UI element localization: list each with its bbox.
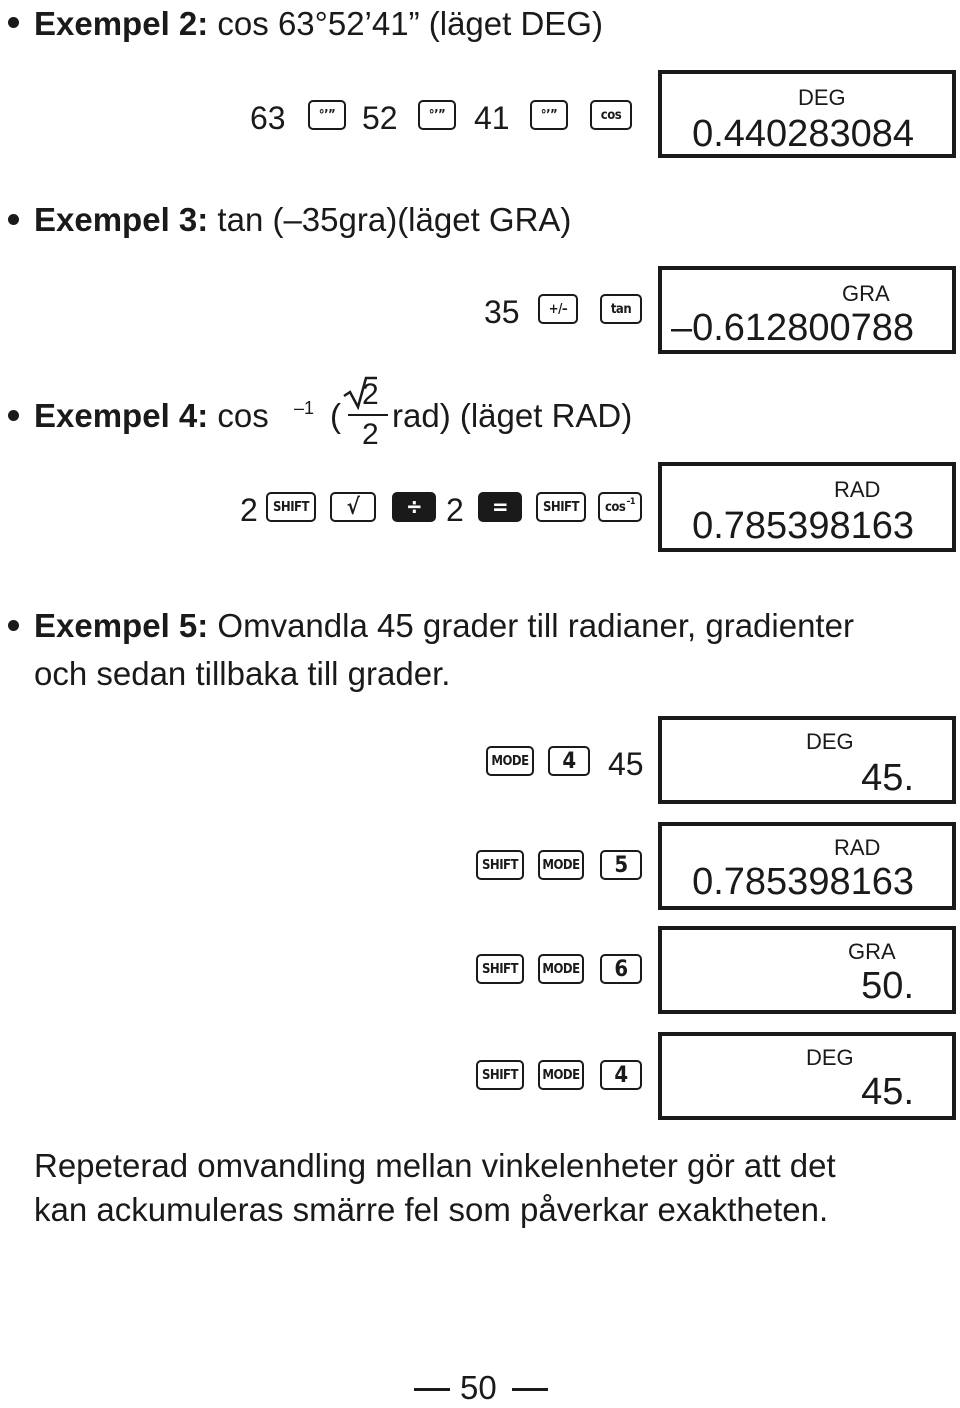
- page-number-dash-right: [512, 1388, 548, 1391]
- angle-mode-indicator: DEG: [798, 85, 846, 110]
- example-4-heading: [34, 396, 269, 436]
- angle-mode-indicator: RAD: [834, 835, 881, 860]
- example-text: cos 63°52’41” (läget DEG): [217, 5, 603, 42]
- angle-mode-indicator: DEG: [806, 729, 854, 754]
- example-label: Exempel 5:: [34, 607, 209, 644]
- key-label: cos: [604, 499, 626, 515]
- dms-key[interactable]: °’”: [418, 100, 456, 130]
- shift-key[interactable]: SHIFT: [476, 850, 524, 880]
- example-text-continued: och sedan tillbaka till grader.: [34, 655, 451, 692]
- fraction-bar: [348, 414, 388, 416]
- example-text: Omvandla 45 grader till radianer, gradienter: [217, 607, 854, 644]
- shift-key[interactable]: SHIFT: [266, 492, 316, 522]
- input-number: 35: [484, 294, 520, 330]
- input-number: 41: [474, 100, 510, 136]
- input-number: 2: [240, 492, 258, 528]
- mode-key[interactable]: MODE: [538, 954, 584, 984]
- fraction-denominator: 2: [362, 418, 379, 451]
- example-label: Exempel 3:: [34, 201, 209, 238]
- bullet: [8, 410, 19, 421]
- note-line-1: Repeterad omvandling mellan vinkelenheter gör att det: [34, 1147, 836, 1184]
- digit-5-key[interactable]: 5: [600, 850, 642, 880]
- equals-key[interactable]: =: [478, 492, 522, 522]
- mode-key[interactable]: MODE: [538, 1060, 584, 1090]
- mode-key[interactable]: MODE: [538, 850, 584, 880]
- calculator-display: [658, 266, 956, 354]
- calculator-display: [658, 70, 956, 158]
- example-3-heading: [34, 200, 571, 240]
- angle-mode-indicator: GRA: [842, 281, 890, 306]
- inverse-superscript: –1: [294, 398, 315, 418]
- calculator-display: [658, 822, 956, 910]
- calculator-display: [658, 462, 956, 552]
- display-value: 45.: [861, 757, 914, 799]
- page-number: 50: [460, 1369, 497, 1406]
- input-number: 45: [608, 746, 644, 782]
- display-value: –0.612800788: [670, 307, 914, 349]
- page-number-dash-left: [414, 1388, 450, 1391]
- display-value: 0.440283084: [692, 113, 914, 155]
- fraction-numerator: 2: [362, 378, 379, 411]
- cos-key[interactable]: cos: [590, 100, 632, 130]
- example-text: rad) (läget RAD): [392, 397, 633, 434]
- example-label: Exempel 4:: [34, 397, 209, 434]
- input-number: 63: [250, 100, 286, 136]
- digit-4-key[interactable]: 4: [548, 746, 590, 776]
- tan-key[interactable]: tan: [600, 294, 642, 324]
- calculator-display: [658, 1032, 956, 1120]
- bullet: [8, 620, 19, 631]
- example-label: Exempel 2:: [34, 5, 209, 42]
- example-2-heading: [34, 4, 603, 44]
- example-text: tan (–35gra)(läget GRA): [217, 201, 572, 238]
- arccos-key[interactable]: [598, 492, 642, 522]
- sqrt-key[interactable]: √: [330, 492, 376, 522]
- shift-key[interactable]: SHIFT: [536, 492, 586, 522]
- digit-4-key[interactable]: 4: [600, 1060, 642, 1090]
- divide-key[interactable]: ÷: [392, 492, 436, 522]
- open-paren: (: [330, 397, 341, 434]
- display-value: 0.785398163: [692, 505, 914, 547]
- angle-mode-indicator: DEG: [806, 1045, 854, 1070]
- shift-key[interactable]: SHIFT: [476, 954, 524, 984]
- calculator-display: [658, 926, 956, 1014]
- dms-key[interactable]: °’”: [308, 100, 346, 130]
- digit-6-key[interactable]: 6: [600, 954, 642, 984]
- function-name: cos: [217, 397, 269, 434]
- mode-key[interactable]: MODE: [486, 746, 534, 776]
- input-number: 2: [446, 492, 464, 528]
- bullet: [8, 17, 19, 28]
- example-5-heading: [34, 606, 854, 646]
- angle-mode-indicator: GRA: [848, 939, 896, 964]
- sign-change-key[interactable]: +/–: [538, 294, 578, 324]
- shift-key[interactable]: SHIFT: [476, 1060, 524, 1090]
- key-superscript: –1: [626, 497, 636, 507]
- display-value: 0.785398163: [692, 861, 914, 903]
- dms-key[interactable]: °’”: [530, 100, 568, 130]
- angle-mode-indicator: RAD: [834, 477, 881, 502]
- calculator-display: [658, 716, 956, 804]
- input-number: 52: [362, 100, 398, 136]
- bullet: [8, 214, 19, 225]
- display-value: 45.: [861, 1071, 914, 1113]
- note-line-2: kan ackumuleras smärre fel som påverkar exaktheten.: [34, 1191, 829, 1228]
- display-value: 50.: [861, 965, 914, 1007]
